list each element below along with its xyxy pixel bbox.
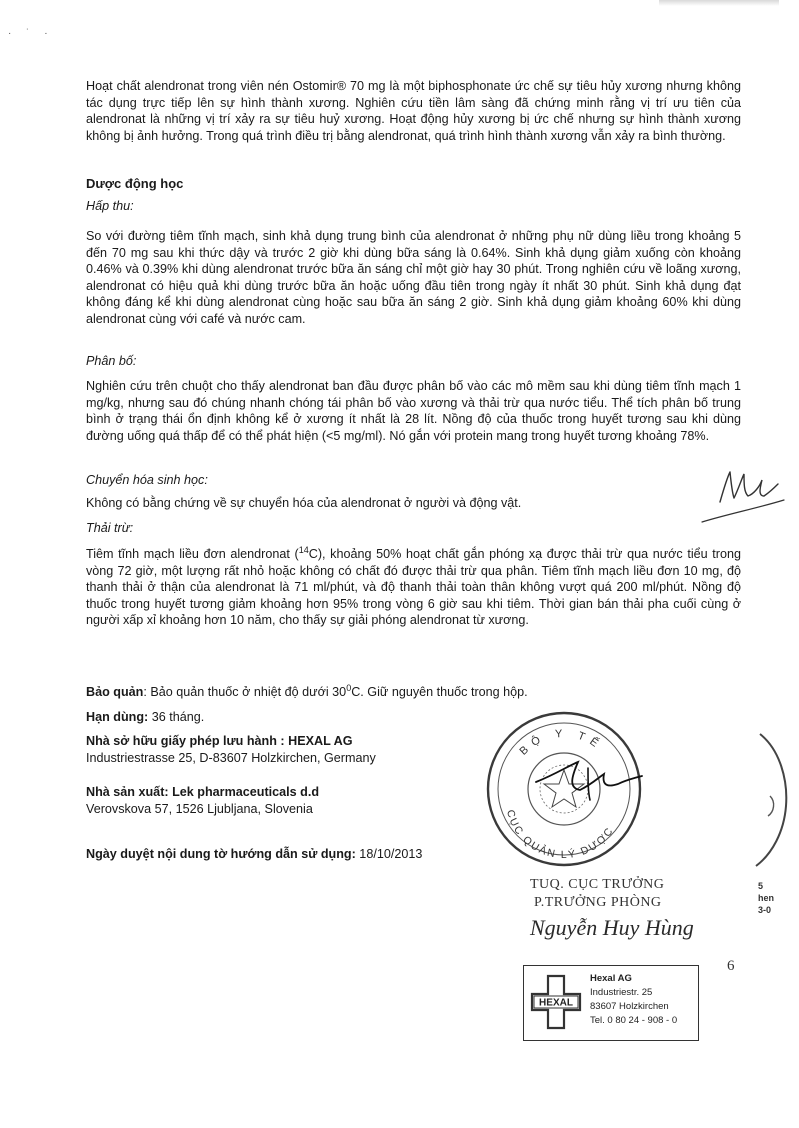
approval-date: 18/10/2013 (355, 847, 423, 861)
shelf-label: Hạn dùng: (86, 710, 149, 724)
elimination-section (86, 520, 741, 537)
hexal-cross-logo-icon (530, 974, 582, 1030)
license-holder-address: Industriestrasse 25, D-83607 Holzkirchen, Germany (86, 750, 376, 765)
storage-label: Bảo quản (86, 685, 144, 699)
storage-tail: C. Giữ nguyên thuốc trong hộp. (351, 685, 528, 699)
elimination-text (86, 546, 741, 629)
signatory-title-1: TUQ. CỤC TRƯỞNG (530, 877, 665, 892)
isotope-superscript: 14 (298, 544, 309, 555)
distribution-paragraph (86, 378, 741, 444)
subheading-absorption: Hấp thu: (86, 198, 134, 213)
handwritten-mark-icon (698, 468, 788, 528)
storage-text (86, 684, 741, 701)
cropped-text-2: hen (758, 893, 775, 903)
intro-paragraph (86, 78, 741, 144)
storage-value: : Bảo quản thuốc ở nhiệt độ dưới 30 (143, 685, 347, 699)
subheading-distribution: Phân bố: (86, 354, 137, 368)
stamp-tel: Tel. 0 80 24 - 908 - 0 (590, 1015, 678, 1026)
stamp-city: 83607 Holzkirchen (590, 1001, 669, 1012)
partial-seal-edge-icon (740, 730, 799, 870)
page-number: 6 (727, 958, 735, 974)
manufacturer-label: Nhà sản xuất: Lek pharmaceuticals d.d (86, 785, 320, 799)
elimination-text-b: C), khoảng 50% hoạt chất gắn phóng xạ được thải trừ qua nước tiểu trong vòng 72 giờ, một lượng rất nhỏ hoặc không có chất đó được thải trừ qua phân. Tiêm tĩnh mạch liều đơn 10 mg, độ thanh thải ở thận của alendronat là 71 ml/phút, và độ thanh thải toàn thân không vượt quá 200 ml/phút. Nồng độ thuốc trong huyết tương giảm khoảng hơn 95% trong vòng 6 giờ sau khi tiêm. Thời gian bán thải pha cuối cùng ở người xấp xỉ khoảng hơn 10 năm, cho thấy sự giải phóng alendronat từ xương. (86, 547, 742, 628)
pk-section (86, 176, 741, 214)
storage-line (86, 684, 741, 701)
degree-superscript: 0 (346, 682, 352, 693)
heading-pharmacokinetics: Dược động học (86, 176, 184, 191)
distribution-section (86, 353, 741, 370)
elimination-text-a: Tiêm tĩnh mạch liều đơn alendronat ( (86, 547, 299, 561)
subheading-elimination: Thải trừ: (86, 521, 134, 535)
license-holder-label: Nhà sở hữu giấy phép lưu hành : HEXAL AG (86, 734, 353, 748)
approval-label: Ngày duyệt nội dung tờ hướng dẫn sử dụng: (86, 847, 356, 861)
subheading-metabolism: Chuyển hóa sinh học: (86, 473, 208, 487)
signatory-title-2: P.TRƯỞNG PHÒNG (534, 895, 662, 910)
signatory-name: Nguyễn Huy Hùng (530, 915, 694, 940)
metabolism-section (86, 472, 741, 511)
absorption-paragraph (86, 228, 741, 328)
cropped-right-text (758, 880, 774, 916)
cropped-text-1: 5 (758, 881, 764, 891)
stamp-address (590, 972, 677, 1028)
shelf-value: 36 tháng. (148, 710, 205, 724)
intro-text: Hoạt chất alendronat trong viên nén Ostomir® 70 mg là một biphosphonate ức chế sự tiêu hủy xương nhưng không tác dụng trực tiếp lên sự hình thành xương. Nghiên cứu tiền lâm sàng đã chứng minh rằng vị trí ưu tiên của alendronat là những vị trí xảy ra sự tiêu huỷ xương. Hoạt động hủy xương bị ức chế nhưng sự hình thành xương không bị ảnh hưởng. Trong quá trình điều trị bằng alendronat, quá trình hình thành xương vẫn xảy ra bình thường. (86, 79, 741, 143)
cropped-text-3: 3-0 (758, 905, 772, 915)
company-stamp (523, 965, 699, 1041)
seal-top-text: BỘ Y TẾ (517, 727, 606, 758)
elimination-paragraph (86, 546, 741, 629)
distribution-text: Nghiên cứu trên chuột cho thấy alendronat ban đầu được phân bố vào các mô mềm sau khi dùng tiêm tĩnh mạch 1 mg/kg, nhưng sau đó chúng nhanh chóng tái phân bố vào xương và thải trừ qua nước tiểu. Thể tích phân bố trung bình ở trạng thái ổn định không kể ở xương ít nhất là 28 lít. Nồng độ của thuốc trong huyết tương sau khi dùng đường uống quá thấp để có thể phát hiện (<5 mg/ml). Nó gắn với protein mang trong huyết tương khoảng 78%. (86, 379, 741, 443)
seal-bottom-text: CỤC QUẢN LÝ DƯỢC (503, 808, 617, 862)
stamp-company: Hexal AG (590, 973, 632, 984)
stamp-street: Industriestr. 25 (590, 987, 653, 998)
absorption-text: So với đường tiêm tĩnh mạch, sinh khả dụng trung bình của alendronat ở những phụ nữ dùng liều trong khoảng 5 đến 70 mg sau khi thức dậy và trước 2 giờ khi dùng bữa sáng là 0.64%. Sinh khả dụng giảm xuống còn khoảng 0.46% và 0.39% khi dùng alendronat trước bữa ăn sáng chỉ một giờ hay 30 phút. Trong nghiên cứu về loãng xương, alendronat có hiệu quả khi dùng trước bữa ăn hoặc uống đầu tiên trong ngày ít nhất 30 phút. Sinh khả dụng đạt không đáng kể khi dùng alendronat cùng hoặc sau bữa ăn sáng 2 giờ. Sinh khả dụng giảm khoảng 60% khi dùng alendronat cùng với café và nước cam. (86, 229, 741, 326)
scan-specks: · ˙ · (8, 28, 54, 39)
signature-block (530, 876, 720, 942)
stamp-logo-text: HEXAL (539, 997, 573, 1009)
metabolism-text: Không có bằng chứng về sự chuyển hóa của alendronat ở người và động vật. (86, 495, 522, 510)
manufacturer-address: Verovskova 57, 1526 Ljubljana, Slovenia (86, 801, 313, 816)
scan-edge-shadow (659, 0, 779, 6)
official-seal-icon (476, 704, 652, 874)
